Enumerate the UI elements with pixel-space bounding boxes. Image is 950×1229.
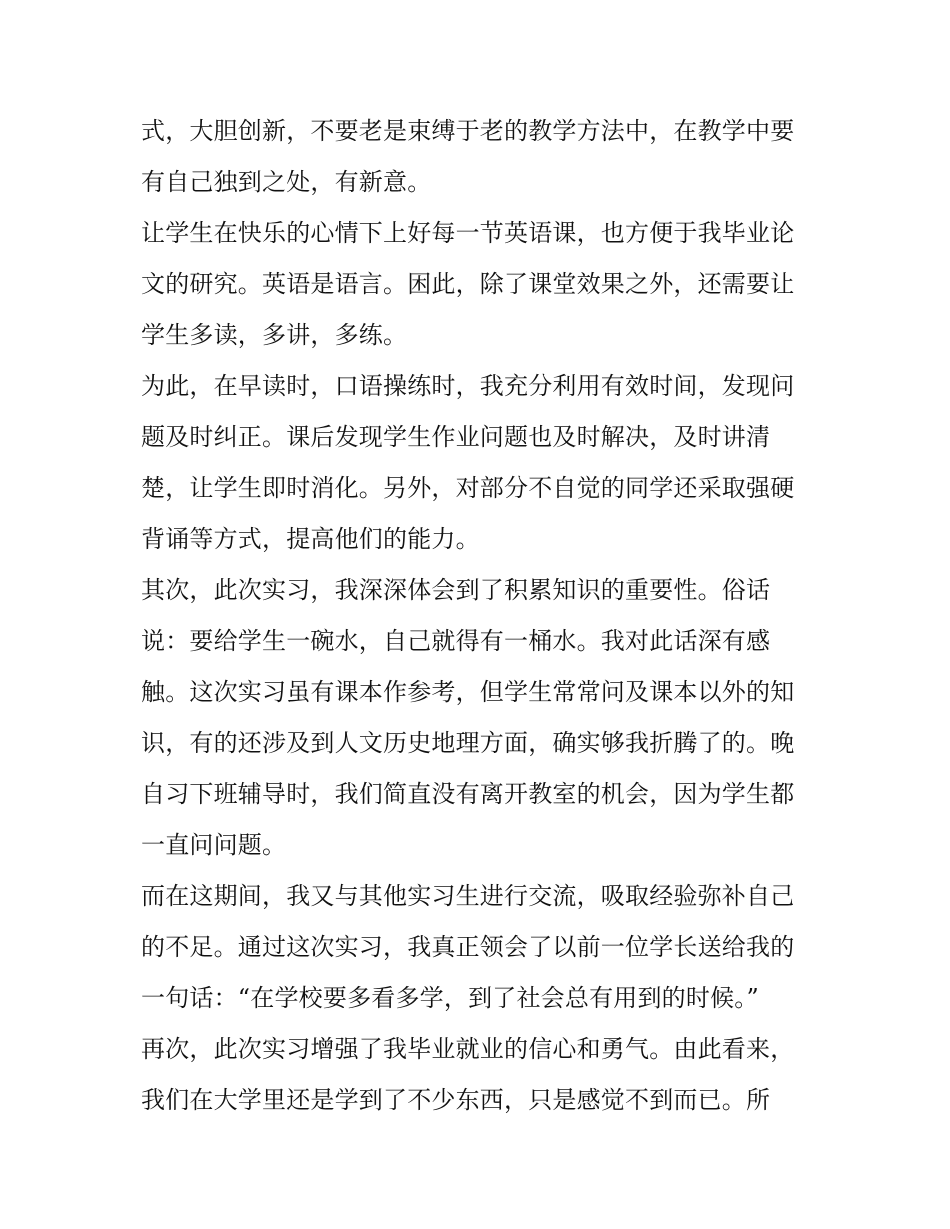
text-line: 再次，此次实习增强了我毕业就业的信心和勇气。由此看来，	[141, 1035, 795, 1063]
text-line: 有自己独到之处，有新意。	[141, 168, 432, 196]
text-line: 我们在大学里还是学到了不少东西，只是感觉不到而已。所	[141, 1086, 771, 1114]
text-line: 楚，让学生即时消化。另外，对部分不自觉的同学还采取强硬	[141, 474, 795, 502]
text-line: 让学生在快乐的心情下上好每一节英语课，也方便于我毕业论	[141, 219, 795, 247]
document-body	[141, 106, 821, 1126]
text-line: 而在这期间，我又与其他实习生进行交流，吸取经验弥补自己	[141, 882, 795, 910]
text-line: 为此，在早读时，口语操练时，我充分利用有效时间，发现问	[141, 372, 795, 400]
text-line: 一句话：“在学校要多看多学，到了社会总有用到的时候。”	[141, 984, 759, 1012]
text-line: 背诵等方式，提高他们的能力。	[141, 525, 480, 553]
text-line: 式，大胆创新，不要老是束缚于老的教学方法中，在教学中要	[141, 117, 795, 145]
text-line: 自习下班辅导时，我们简直没有离开教室的机会，因为学生都	[141, 780, 795, 808]
text-line: 触。这次实习虽有课本作参考，但学生常常问及课本以外的知	[141, 678, 795, 706]
text-line: 一直问问题。	[141, 831, 287, 859]
text-line: 学生多读，多讲，多练。	[141, 321, 408, 349]
text-line: 文的研究。英语是语言。困此，除了课堂效果之外，还需要让	[141, 270, 795, 298]
text-line: 识，有的还涉及到人文历史地理方面，确实够我折腾了的。晚	[141, 729, 795, 757]
text-line: 说：要给学生一碗水，自己就得有一桶水。我对此话深有感	[141, 627, 771, 655]
text-line: 的不足。通过这次实习，我真正领会了以前一位学长送给我的	[141, 933, 795, 961]
text-line: 题及时纠正。课后发现学生作业问题也及时解决，及时讲清	[141, 423, 771, 451]
text-line: 其次，此次实习，我深深体会到了积累知识的重要性。俗话	[141, 576, 771, 604]
